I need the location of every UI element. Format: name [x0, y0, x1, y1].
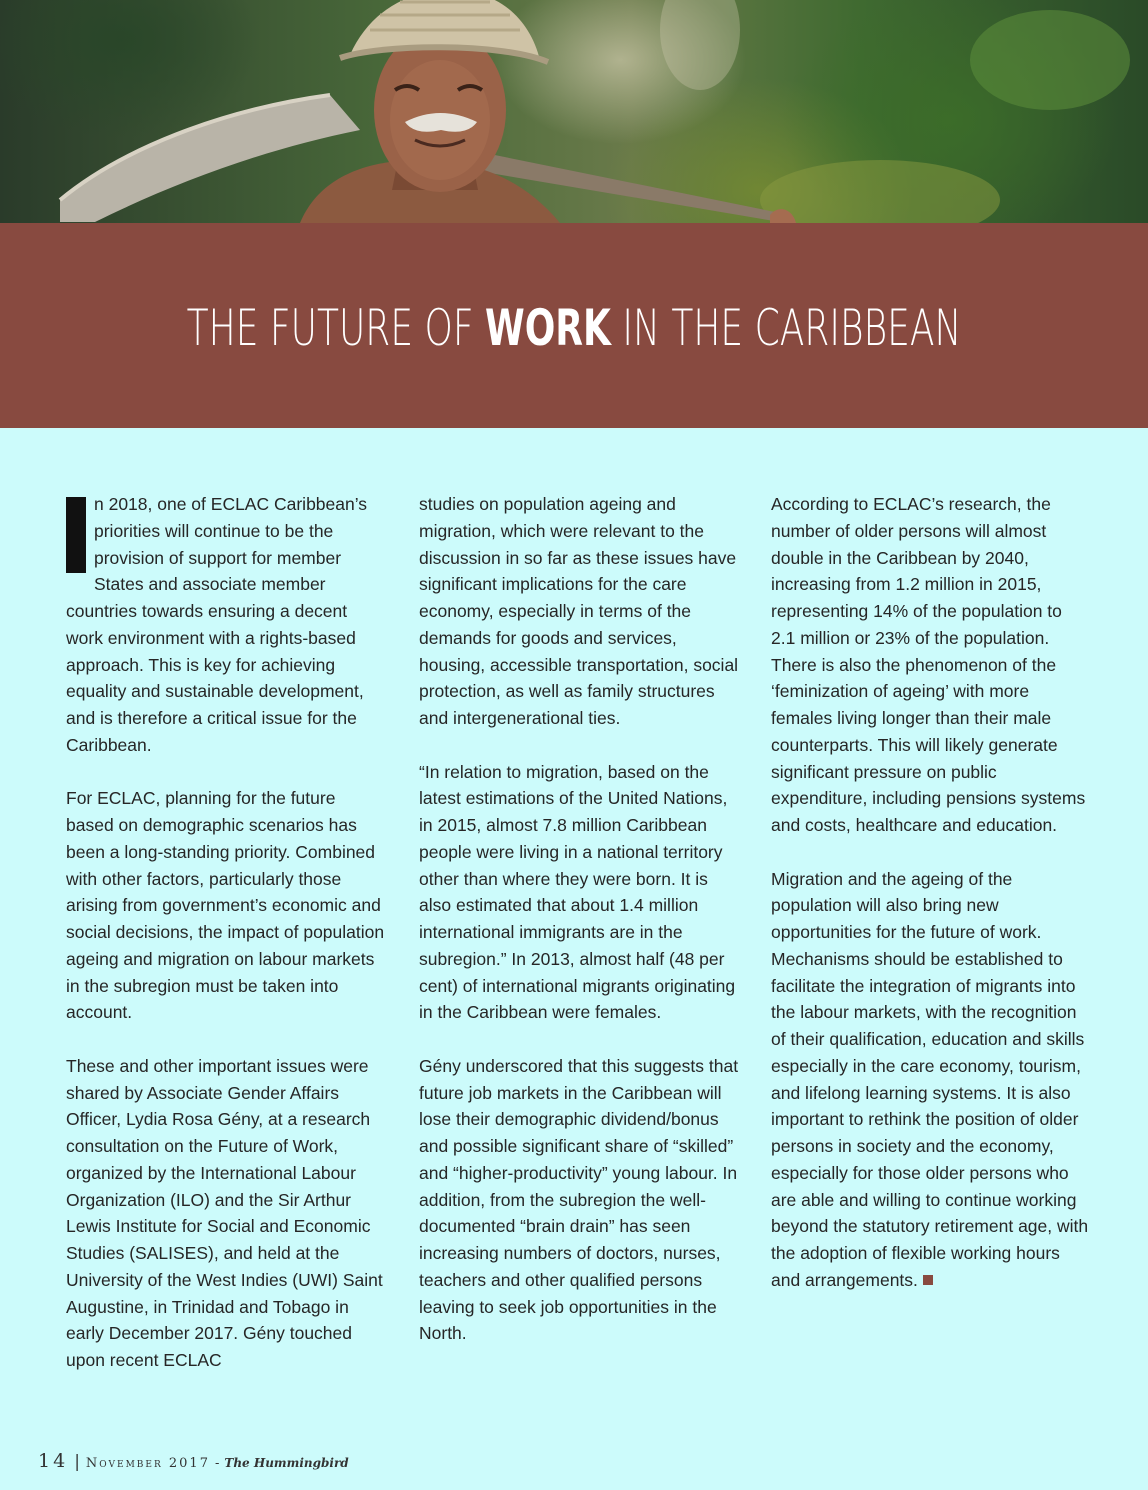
paragraph: These and other important issues were shared by Associate Gender Affairs Officer, Lydia Rosa Gény, at a research consultation on the Future of Work, organized by the International Labour Organization (ILO) and the Sir Arthur Lewis Institute for Social and Economic Studies (SALISES), and held at the University of the West Indies (UWI) Saint Augustine, in Trinidad and Tobago in early December 2017. Gény touched upon recent ECLAC — [66, 1055, 383, 1370]
page-footer — [38, 1450, 349, 1476]
paragraph: “In relation to migration, based on the latest estimations of the United Nations, in 2015, almost 7.8 million Caribbean people were living in a national territory other than where they were born. It is also estimated that about 1.4 million international immigrants are in the subregion.” In 2013, almost half (48 per cent) of international migrants originating in the Caribbean were females. — [419, 761, 736, 1023]
page-number: 14 — [38, 1450, 69, 1472]
title-prefix: THE FUTURE OF — [186, 298, 485, 357]
footer-separator: | — [74, 1452, 80, 1472]
paragraph-text: n 2018, one of ECLAC Caribbean’s priorities will continue to be the provision of support for member States and associate member countries towards ensuring a decent work environment with a rights-based approach. This is key for achieving equality and sustainable development, and is therefore a critical issue for the Caribbean. — [66, 494, 368, 755]
end-of-article-mark — [923, 1275, 933, 1285]
title-band — [0, 223, 1148, 428]
article-column-1 — [66, 491, 386, 1401]
title-highlight: WORK — [484, 298, 611, 357]
paragraph: According to ECLAC’s research, the number of older persons will almost double in the Caribbean by 2040, increasing from 1.2 million in 2015, representing 14% of the population to 2.1 million or 23% of the population. There is also the phenomenon of the ‘feminization of ageing’ with more females living longer than their male counterparts. This will likely generate significant pressure on public expenditure, including pensions systems and costs, healthcare and education. — [771, 494, 1086, 835]
magazine-name: The Hummingbird — [224, 1456, 349, 1470]
paragraph: For ECLAC, planning for the future based on demographic scenarios has been a long-standing priority. Combined with other factors, particularly those arising from government’s economic and social decisions, the impact of population ageing and migration on labour markets in the subregion must be taken into account. — [66, 788, 385, 1023]
drop-cap — [66, 497, 86, 573]
article-column-3 — [771, 491, 1091, 1320]
title-suffix: IN THE CARIBBEAN — [610, 298, 962, 357]
paragraph — [771, 866, 1091, 1294]
paragraph-text: Migration and the ageing of the population will also bring new opportunities for the future of work. Mechanisms should be established to facilitate the integration of migrants into the labour markets, with the recognition of their qualification, education and skills especially in the care economy, tourism, and lifelong learning systems. It is also important to rethink the position of older persons in society and the economy, especially for those older persons who are able and willing to continue working beyond the statutory retirement age, with the adoption of flexible working hours and arrangements. — [771, 868, 1089, 1290]
paragraph — [66, 491, 386, 759]
farmer-illustration — [0, 0, 1148, 223]
page-title — [187, 295, 962, 357]
paragraph: studies on population ageing and migration, which were relevant to the discussion in so far as these issues have significant implications for the care economy, especially in terms of the demands for goods and services, housing, accessible transportation, social protection, as well as family structures and intergenerational ties. — [419, 494, 739, 728]
issue-date: November 2017 — [85, 1456, 210, 1471]
hero-photo — [0, 0, 1148, 223]
paragraph: Gény underscored that this suggests that future job markets in the Caribbean will lose their demographic dividend/bonus and possible significant share of “skilled” and “higher-productivity” young labour. In addition, from the subregion the well-documented “brain drain” has seen increasing numbers of doctors, nurses, teachers and other qualified persons leaving to seek job opportunities in the North. — [419, 1055, 739, 1344]
article-column-2 — [419, 491, 739, 1374]
footer-dash: - — [214, 1456, 220, 1471]
